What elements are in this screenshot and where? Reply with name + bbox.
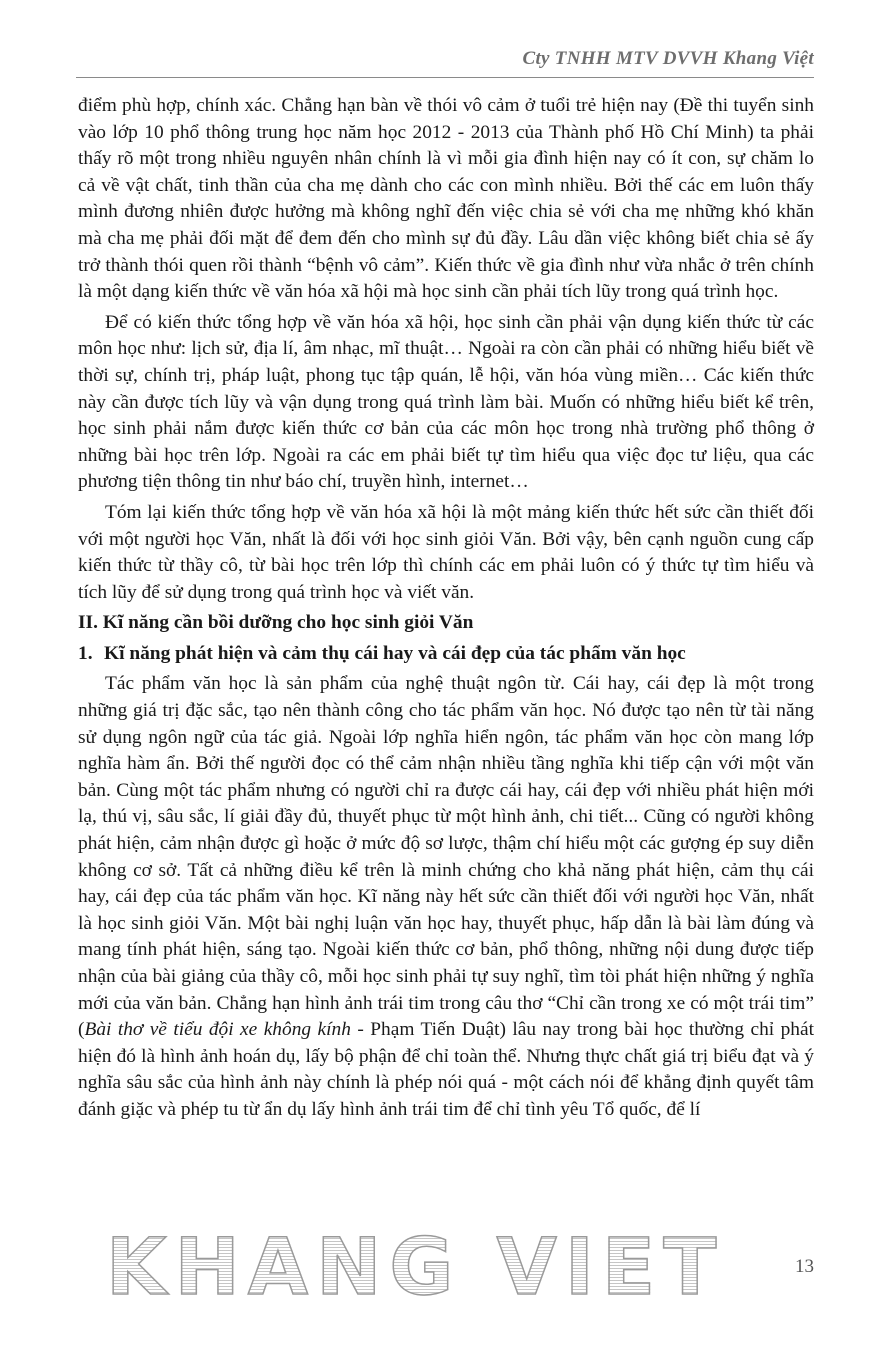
subsection-number: 1. xyxy=(78,642,93,664)
header-rule xyxy=(76,77,814,78)
paragraph-1: điểm phù hợp, chính xác. Chẳng hạn bàn về thói vô cảm ở tuổi trẻ hiện nay (Đề thi tuyển sinh vào lớp 10 phổ thông trung học năm học 2012 - 2013 của Thành phố Hồ Chí Minh) ta phải thấy rõ một trong nhiều nguyên nhân chính là vì mỗi gia đình hiện nay có ít con, sự chăm lo cả về vật chất, tinh thần của cha mẹ dành cho các con mình nhiều. Bởi thế các em luôn thấy mình đương nhiên được hưởng mà không nghĩ đến việc chia sẻ với cha mẹ những khó khăn mà cha mẹ phải đối mặt để đem đến cho mình sự đủ đầy. Lâu dần việc không biết chia sẻ ấy trở thành thói quen rồi thành “bệnh vô cảm”. Kiến thức về gia đình như vừa nhắc ở trên chính là một dạng kiến thức về văn hóa xã hội mà học sinh cần phải tích lũy trong quá trình học. xyxy=(78,95,814,303)
watermark-logo: KHANG VIET xyxy=(106,1223,725,1313)
running-header: Cty TNHH MTV DVVH Khang Việt xyxy=(522,48,814,69)
paragraph-4-text-b: - Phạm Tiến Duật) lâu nay trong bài học thường chỉ phát hiện đó là hình ảnh hoán dụ, lấy bộ phận để chỉ toàn thể. Nhưng thực chất giá trị biểu đạt và ý nghĩa sâu sắc của hình ảnh này chính là phép nói quá - một cách nói để khẳng định quyết tâm đánh giặc và phép tu từ ẩn dụ lấy hình ảnh trái tim để chỉ tình yêu Tổ quốc, để lí xyxy=(78,1019,815,1120)
paragraph-3: Tóm lại kiến thức tổng hợp về văn hóa xã hội là một mảng kiến thức hết sức cần thiết đối với một người học Văn, nhất là đối với học sinh giỏi Văn. Bởi vậy, bên cạnh nguồn cung cấp kiến thức từ thầy cô, từ bài học trên lớp thì chính các em phải luôn có ý thức tự tìm hiểu và tích lũy để sử dụng trong quá trình học và viết văn. xyxy=(78,501,814,603)
paragraph-4-text-a: Tác phẩm văn học là sản phẩm của nghệ thuật ngôn từ. Cái hay, cái đẹp là một trong những giá trị đặc sắc, tạo nên thành công cho tác phẩm văn học. Nó được tạo nên từ tài năng sử dụng ngôn ngữ của tác giả. Ngoài lớp nghĩa hiển ngôn, tác phẩm văn học còn mang lớp nghĩa hàm ẩn. Bởi thế người đọc có thể cảm nhận nhiều tầng nghĩa khi tiếp cận với một văn bản. Cùng một tác phẩm nhưng có người chỉ ra được cái hay, cái đẹp với nhiều phát hiện mới lạ, thú vị, sâu sắc, lí giải đầy đủ, thuyết phục từ một hình ảnh, chi tiết... Cũng có người không phát hiện, cảm nhận được gì hoặc ở mức độ sơ lược, thậm chí hiểu một các gượng ép suy diễn không cơ sở. Tất cả những điều kể trên là minh chứng cho khả năng phát hiện, cảm thụ cái hay, cái đẹp của tác phẩm văn học. Kĩ năng này hết sức cần thiết đối với người học Văn, nhất là học sinh giỏi Văn. Một bài nghị luận văn học hay, thuyết phục, hấp dẫn là bài làm đúng và mang tính phát hiện, sáng tạo. Ngoài kiến thức cơ bản, phổ thông, những nội dung được tiếp nhận của bài giảng của thầy cô, mỗi học sinh phải tự suy nghĩ, tìm tòi phát hiện những ý nghĩa mới của văn bản. Chẳng hạn hình ảnh trái tim trong câu thơ “Chỉ cần trong xe có một trái tim” ( xyxy=(78,673,814,1041)
page-number: 13 xyxy=(795,1256,814,1277)
page-content xyxy=(78,93,814,1128)
subsection-title: Kĩ năng phát hiện và cảm thụ cái hay và cái đẹp của tác phẩm văn học xyxy=(104,642,686,664)
poem-title: Bài thơ về tiểu đội xe không kính xyxy=(84,1019,351,1041)
subsection-heading xyxy=(78,641,814,668)
paragraph-2: Để có kiến thức tổng hợp về văn hóa xã hội, học sinh cần phải vận dụng kiến thức từ các môn học như: lịch sử, địa lí, âm nhạc, mĩ thuật… Ngoài ra còn cần phải có những hiểu biết về thời sự, chính trị, pháp luật, phong tục tập quán, lễ hội, văn hóa vùng miền… Các kiến thức này cần được tích lũy và vận dụng trong quá trình làm bài. Muốn có những hiểu biết kể trên, học sinh phải nắm được kiến thức cơ bản của các môn học trong nhà trường phổ thông ở những bài học trên lớp. Ngoài ra các em phải biết tự tìm hiểu qua việc đọc tư liệu, qua các phương tiện thông tin như báo chí, truyền hình, internet… xyxy=(78,311,814,493)
paragraph-4 xyxy=(78,671,814,1123)
section-heading: II. Kĩ năng cần bồi dưỡng cho học sinh giỏi Văn xyxy=(78,612,474,634)
